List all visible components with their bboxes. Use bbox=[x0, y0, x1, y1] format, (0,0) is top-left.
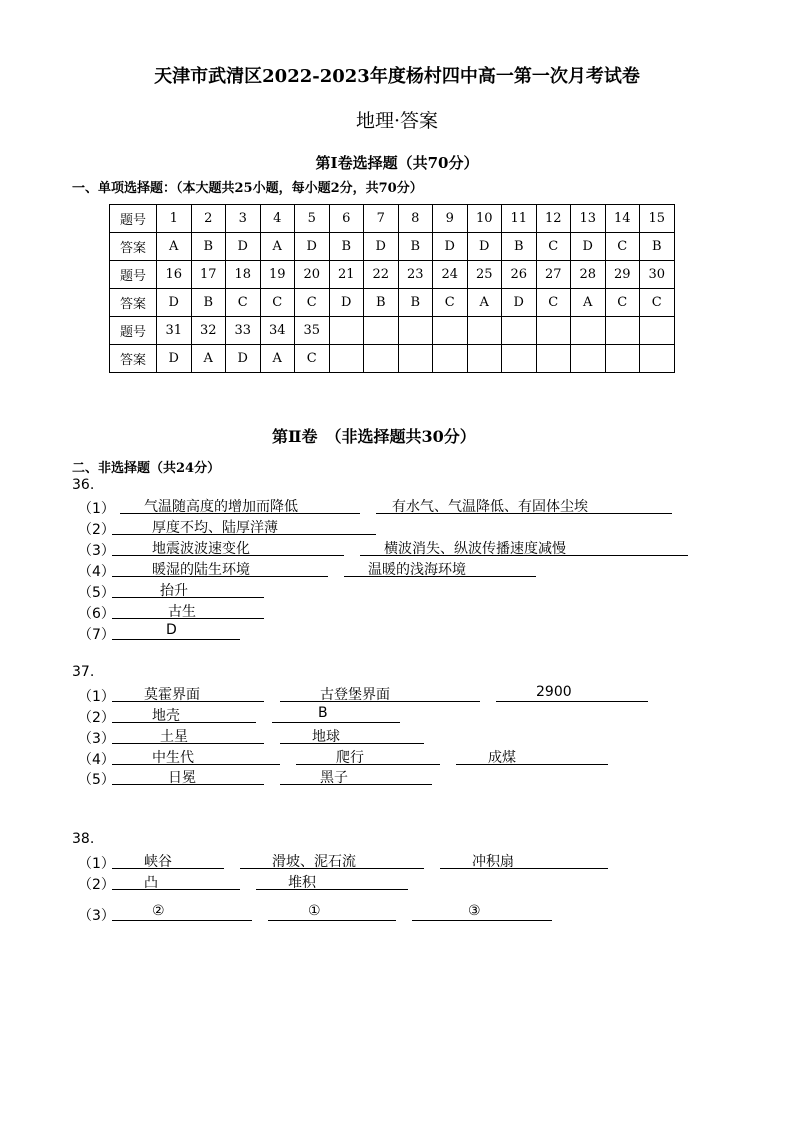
question-number-cell: 23 bbox=[398, 261, 433, 289]
circled-number: ② bbox=[152, 903, 165, 919]
answer-cell: C bbox=[433, 289, 468, 317]
circled-number: ① bbox=[308, 903, 321, 919]
q36-5-answer-a: 抬升 bbox=[112, 580, 264, 598]
answer-cell bbox=[640, 345, 675, 373]
answer-cell: D bbox=[364, 233, 399, 261]
answer-cell: A bbox=[260, 233, 295, 261]
question-number-cell: 17 bbox=[191, 261, 226, 289]
q38-2-answer-a: 凸 bbox=[112, 872, 240, 890]
answer-cell bbox=[605, 345, 640, 373]
question-number-cell: 13 bbox=[571, 205, 606, 233]
answer-cell bbox=[467, 345, 502, 373]
answer-cell: C bbox=[295, 289, 330, 317]
question-number-cell: 8 bbox=[398, 205, 433, 233]
q37-mark-2: （2） bbox=[78, 710, 115, 726]
answer-cell: D bbox=[329, 289, 364, 317]
q37-mark-4: （4） bbox=[78, 752, 115, 768]
q38-3-answer-a bbox=[112, 903, 252, 921]
q37-1-answer-a: 莫霍界面 bbox=[112, 684, 264, 702]
answer-table bbox=[109, 204, 675, 373]
answer-cell: D bbox=[433, 233, 468, 261]
answer-cell: C bbox=[260, 289, 295, 317]
answer-cell bbox=[398, 345, 433, 373]
question-number-cell: 32 bbox=[191, 317, 226, 345]
question-number-cell: 30 bbox=[640, 261, 675, 289]
section1-title: 第Ⅰ卷选择题（共70分） bbox=[315, 154, 479, 172]
q36-4-answer-a: 暖湿的陆生环境 bbox=[112, 559, 328, 577]
answer-cell: C bbox=[536, 289, 571, 317]
q36-mark-2: （2） bbox=[78, 522, 115, 538]
q37-3-answer-a: 土星 bbox=[112, 726, 264, 744]
answer-cell: C bbox=[226, 289, 261, 317]
answer-cell: D bbox=[502, 289, 537, 317]
question-number-cell: 19 bbox=[260, 261, 295, 289]
question-number-cell: 9 bbox=[433, 205, 468, 233]
q36-1-answer-a: 气温随高度的增加而降低 bbox=[120, 496, 360, 514]
question-number-cell: 28 bbox=[571, 261, 606, 289]
q36-1-answer-b: 有水气、气温降低、有固体尘埃 bbox=[376, 496, 672, 514]
part1-heading: 一、单项选择题：（本大题共25小题，每小题2分，共70分） bbox=[72, 181, 423, 196]
answer-cell: B bbox=[191, 233, 226, 261]
q37-1-answer-c: 2900 bbox=[496, 684, 648, 702]
question-number-cell: 1 bbox=[157, 205, 192, 233]
question-number-cell: 5 bbox=[295, 205, 330, 233]
question-number-cell: 12 bbox=[536, 205, 571, 233]
question-number-cell bbox=[467, 317, 502, 345]
answer-cell: C bbox=[536, 233, 571, 261]
answer-cell bbox=[329, 345, 364, 373]
answer-cell: A bbox=[260, 345, 295, 373]
question-number-row bbox=[110, 261, 675, 289]
answer-cell: D bbox=[467, 233, 502, 261]
question-number-cell bbox=[536, 317, 571, 345]
q37-mark-1: （1） bbox=[78, 689, 115, 705]
question-number-cell: 29 bbox=[605, 261, 640, 289]
answer-cell: D bbox=[571, 233, 606, 261]
question-number-cell bbox=[364, 317, 399, 345]
answer-cell: B bbox=[398, 233, 433, 261]
answer-cell: B bbox=[640, 233, 675, 261]
q36-mark-6: （6） bbox=[78, 606, 115, 622]
question-number-cell: 22 bbox=[364, 261, 399, 289]
q38-mark-3: （3） bbox=[78, 908, 115, 924]
q38-2-answer-b: 堆积 bbox=[256, 872, 408, 890]
question-number-row bbox=[110, 317, 675, 345]
question-number-cell: 18 bbox=[226, 261, 261, 289]
q37-mark-5: （5） bbox=[78, 772, 115, 788]
answer-cell: C bbox=[640, 289, 675, 317]
answer-cell: B bbox=[191, 289, 226, 317]
question-number-cell: 2 bbox=[191, 205, 226, 233]
q38-3-answer-b bbox=[268, 903, 396, 921]
question-number-cell: 6 bbox=[329, 205, 364, 233]
q37-5-answer-a: 日冕 bbox=[112, 767, 264, 785]
q36-mark-5: （5） bbox=[78, 585, 115, 601]
question-number-cell bbox=[640, 317, 675, 345]
question-number-cell: 33 bbox=[226, 317, 261, 345]
question-number-cell bbox=[571, 317, 606, 345]
answer-cell: D bbox=[157, 345, 192, 373]
answer-cell bbox=[502, 345, 537, 373]
q36-6-answer-a: 古生 bbox=[112, 601, 264, 619]
answer-cell: A bbox=[157, 233, 192, 261]
q38-1-answer-c: 冲积扇 bbox=[440, 851, 608, 869]
question-number-label: 题号 bbox=[110, 261, 157, 289]
question-number-cell: 35 bbox=[295, 317, 330, 345]
answer-cell: D bbox=[226, 345, 261, 373]
question-number-label: 题号 bbox=[110, 205, 157, 233]
q37-1-answer-b: 古登堡界面 bbox=[280, 684, 480, 702]
answer-row bbox=[110, 345, 675, 373]
q38-mark-1: （1） bbox=[78, 856, 115, 872]
q36-mark-7: （7） bbox=[78, 627, 115, 643]
question-number-label: 题号 bbox=[110, 317, 157, 345]
answer-cell bbox=[536, 345, 571, 373]
question-number-cell bbox=[398, 317, 433, 345]
question-number-cell: 11 bbox=[502, 205, 537, 233]
q37-4-answer-c: 成煤 bbox=[456, 747, 608, 765]
q36-2-answer-a: 厚度不均、陆厚洋薄 bbox=[112, 517, 376, 535]
q36-mark-1: （1） bbox=[78, 501, 115, 517]
q38-number: 38. bbox=[72, 831, 95, 847]
question-number-cell: 3 bbox=[226, 205, 261, 233]
question-number-cell: 4 bbox=[260, 205, 295, 233]
answer-cell: C bbox=[295, 345, 330, 373]
answer-cell: C bbox=[605, 289, 640, 317]
question-number-cell: 25 bbox=[467, 261, 502, 289]
answer-cell: B bbox=[502, 233, 537, 261]
question-number-cell: 10 bbox=[467, 205, 502, 233]
q36-number: 36. bbox=[72, 477, 95, 493]
question-number-cell: 24 bbox=[433, 261, 468, 289]
answer-row bbox=[110, 289, 675, 317]
q37-5-answer-b: 黑子 bbox=[280, 767, 432, 785]
q36-mark-3: （3） bbox=[78, 543, 115, 559]
q37-2-answer-b: B bbox=[272, 705, 400, 723]
q38-1-answer-b: 滑坡、泥石流 bbox=[240, 851, 424, 869]
answer-row bbox=[110, 233, 675, 261]
circled-number: ③ bbox=[468, 903, 481, 919]
question-number-cell bbox=[433, 317, 468, 345]
question-number-row bbox=[110, 205, 675, 233]
question-number-cell: 31 bbox=[157, 317, 192, 345]
q38-1-answer-a: 峡谷 bbox=[112, 851, 224, 869]
question-number-cell bbox=[605, 317, 640, 345]
answer-cell bbox=[433, 345, 468, 373]
question-number-cell: 20 bbox=[295, 261, 330, 289]
answer-label: 答案 bbox=[110, 345, 157, 373]
q36-4-answer-b: 温暖的浅海环境 bbox=[344, 559, 536, 577]
answer-cell: D bbox=[226, 233, 261, 261]
answer-cell: D bbox=[157, 289, 192, 317]
answer-cell: B bbox=[398, 289, 433, 317]
answer-cell: A bbox=[571, 289, 606, 317]
answer-cell: B bbox=[329, 233, 364, 261]
question-number-cell bbox=[329, 317, 364, 345]
q38-mark-2: （2） bbox=[78, 877, 115, 893]
q37-mark-3: （3） bbox=[78, 731, 115, 747]
section2-title: 第Ⅱ卷 （非选择题共30分） bbox=[272, 427, 476, 446]
answer-cell bbox=[364, 345, 399, 373]
answer-cell: D bbox=[295, 233, 330, 261]
subject-title: 地理·答案 bbox=[355, 110, 439, 132]
q37-2-answer-a: 地壳 bbox=[112, 705, 256, 723]
part2-heading: 二、非选择题（共24分） bbox=[72, 461, 221, 476]
q36-3-answer-a: 地震波波速变化 bbox=[112, 538, 344, 556]
question-number-cell: 7 bbox=[364, 205, 399, 233]
answer-label: 答案 bbox=[110, 289, 157, 317]
q37-4-answer-b: 爬行 bbox=[296, 747, 440, 765]
answer-cell: A bbox=[191, 345, 226, 373]
q37-3-answer-b: 地球 bbox=[280, 726, 424, 744]
answer-cell: C bbox=[605, 233, 640, 261]
question-number-cell: 16 bbox=[157, 261, 192, 289]
q38-3-answer-c bbox=[412, 903, 552, 921]
answer-cell: A bbox=[467, 289, 502, 317]
question-number-cell: 34 bbox=[260, 317, 295, 345]
question-number-cell: 14 bbox=[605, 205, 640, 233]
question-number-cell: 21 bbox=[329, 261, 364, 289]
q36-7-answer-a: D bbox=[112, 622, 240, 640]
question-number-cell bbox=[502, 317, 537, 345]
q36-3-answer-b: 横波消失、纵波传播速度减慢 bbox=[360, 538, 688, 556]
q37-number: 37. bbox=[72, 664, 95, 680]
question-number-cell: 27 bbox=[536, 261, 571, 289]
answer-cell: B bbox=[364, 289, 399, 317]
q36-mark-4: （4） bbox=[78, 564, 115, 580]
q37-4-answer-a: 中生代 bbox=[112, 747, 280, 765]
question-number-cell: 26 bbox=[502, 261, 537, 289]
answer-label: 答案 bbox=[110, 233, 157, 261]
question-number-cell: 15 bbox=[640, 205, 675, 233]
answer-cell bbox=[571, 345, 606, 373]
exam-title: 天津市武清区2022-2023年度杨村四中高一第一次月考试卷 bbox=[154, 66, 640, 87]
